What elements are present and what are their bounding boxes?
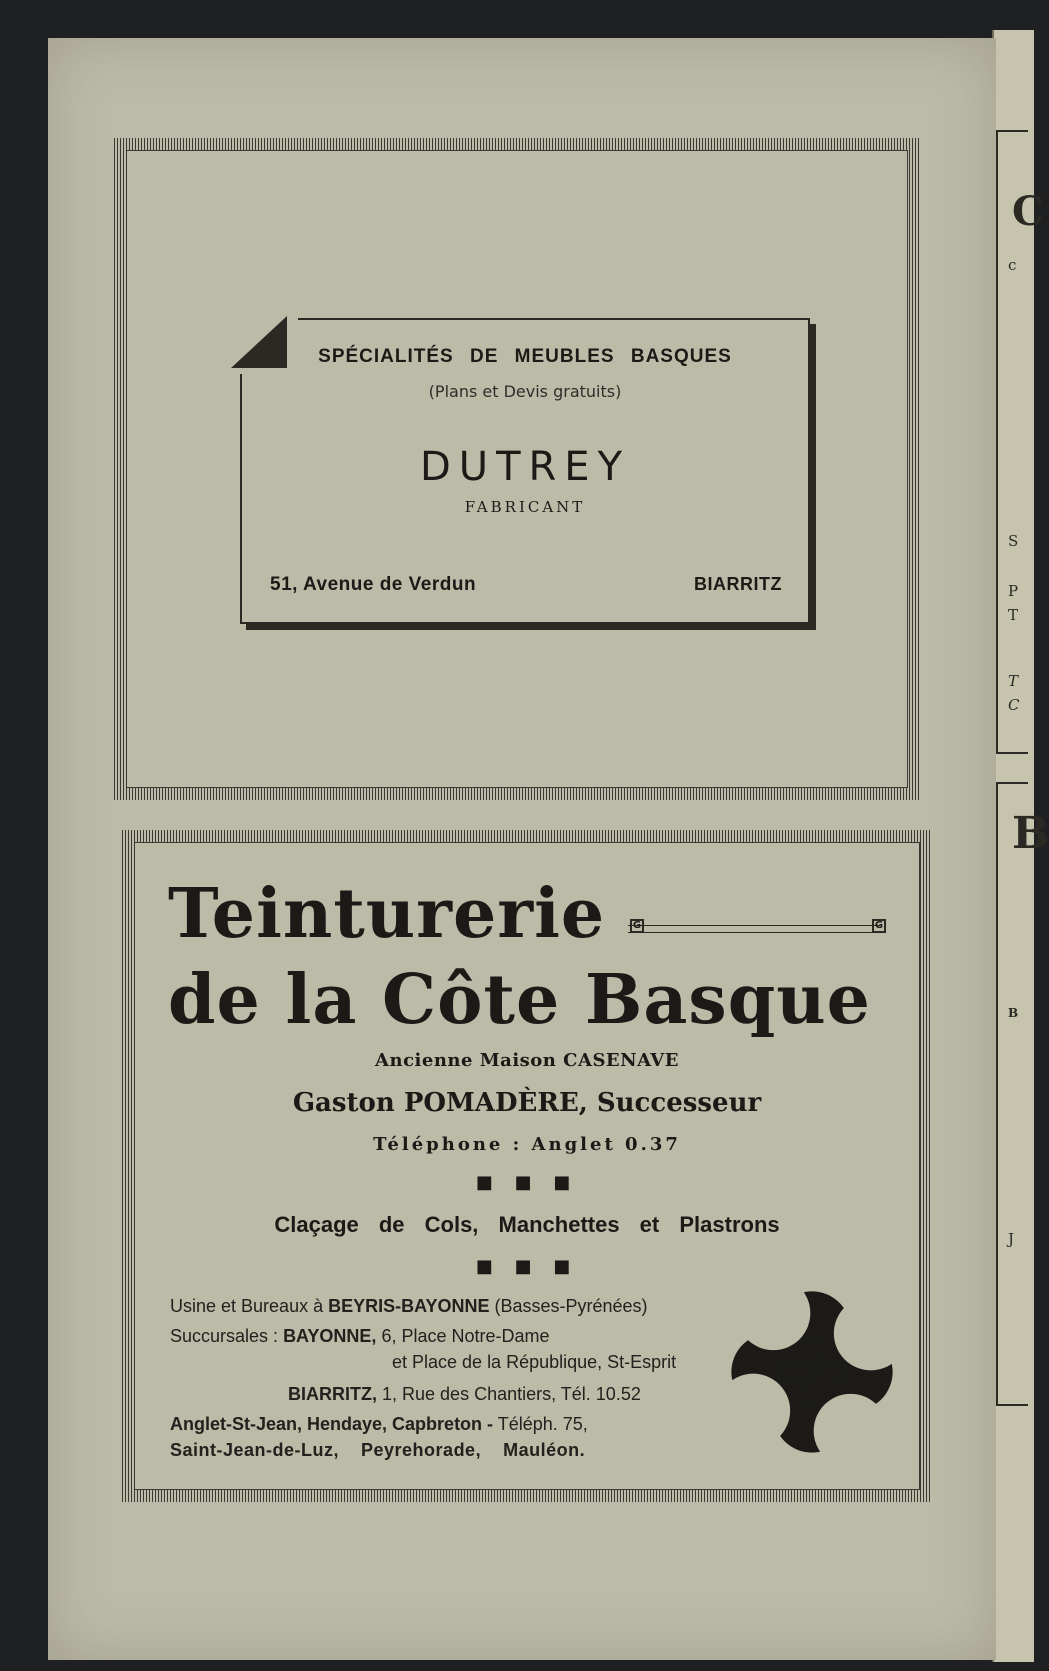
successor-name: Gaston POMADÈRE, Successeur	[292, 1088, 762, 1118]
rule-ornament-right-icon: G	[872, 919, 886, 933]
adjacent-fragment: C	[1012, 188, 1044, 235]
adjacent-fragment: T	[1008, 606, 1019, 624]
adjacent-page-edge	[992, 30, 1049, 1662]
factory-prefix: Usine et Bureaux à	[170, 1296, 324, 1316]
factory-line	[170, 1296, 648, 1317]
adjacent-fragment: c	[1008, 256, 1017, 274]
adjacent-fragment: J	[1008, 1230, 1015, 1248]
plans-note: (Plans et Devis gratuits)	[428, 382, 622, 401]
branch2-address: 1, Rue des Chantiers, Tél. 10.52	[382, 1384, 641, 1404]
adjacent-fragment: P	[1008, 582, 1019, 600]
service-line: Claçage de Cols, Manchettes et Plastrons	[274, 1212, 780, 1237]
company-city: BIARRITZ	[694, 574, 782, 594]
branch1-city: BAYONNE,	[283, 1326, 377, 1346]
lauburu-basque-cross-icon	[728, 1288, 896, 1456]
branch2-line	[288, 1384, 641, 1405]
branch1-address-2: et Place de la République, St-Esprit	[392, 1352, 677, 1372]
adjacent-fragment: T	[1008, 672, 1019, 690]
telephone: Téléphone : Anglet 0.37	[373, 1134, 681, 1155]
towns-line1	[170, 1414, 588, 1435]
towns-phone: Téléph. 75,	[497, 1414, 588, 1434]
factory-place: BEYRIS-BAYONNE	[328, 1296, 490, 1316]
title-rule	[628, 925, 880, 933]
ad-title-line1: Teinturerie	[168, 874, 606, 954]
separator-squares: ■ ■ ■	[475, 1256, 579, 1277]
branch1-address: 6, Place Notre-Dame	[381, 1326, 550, 1346]
rule-ornament-left-icon: G	[630, 919, 644, 933]
company-address: 51, Avenue de Verdun	[270, 574, 477, 595]
adjacent-fragment: C	[1008, 696, 1020, 714]
separator-squares: ■ ■ ■	[475, 1172, 579, 1193]
adjacent-fragment: B	[1008, 1006, 1019, 1020]
branch1-line	[170, 1326, 550, 1347]
ad-title-line2: de la Côte Basque	[168, 960, 871, 1040]
company-role: FABRICANT	[464, 498, 586, 516]
branches-prefix: Succursales :	[170, 1326, 279, 1346]
towns-list-1: Anglet-St-Jean, Hendaye, Capbreton -	[170, 1414, 494, 1434]
former-house: Ancienne Maison CASENAVE	[375, 1050, 679, 1071]
company-name: DUTREY	[419, 444, 630, 490]
factory-suffix: (Basses-Pyrénées)	[494, 1296, 648, 1316]
branch2-city: BIARRITZ,	[288, 1384, 377, 1404]
adjacent-fragment: S	[1008, 532, 1019, 550]
specialty-heading: SPÉCIALITÉS DE MEUBLES BASQUES	[318, 346, 732, 367]
dutrey-business-card	[240, 318, 810, 624]
adjacent-frame-bottom	[996, 782, 1028, 1406]
towns-line2: Saint-Jean-de-Luz, Peyrehorade, Mauléon.	[170, 1440, 586, 1460]
adjacent-fragment: B	[1012, 808, 1049, 859]
